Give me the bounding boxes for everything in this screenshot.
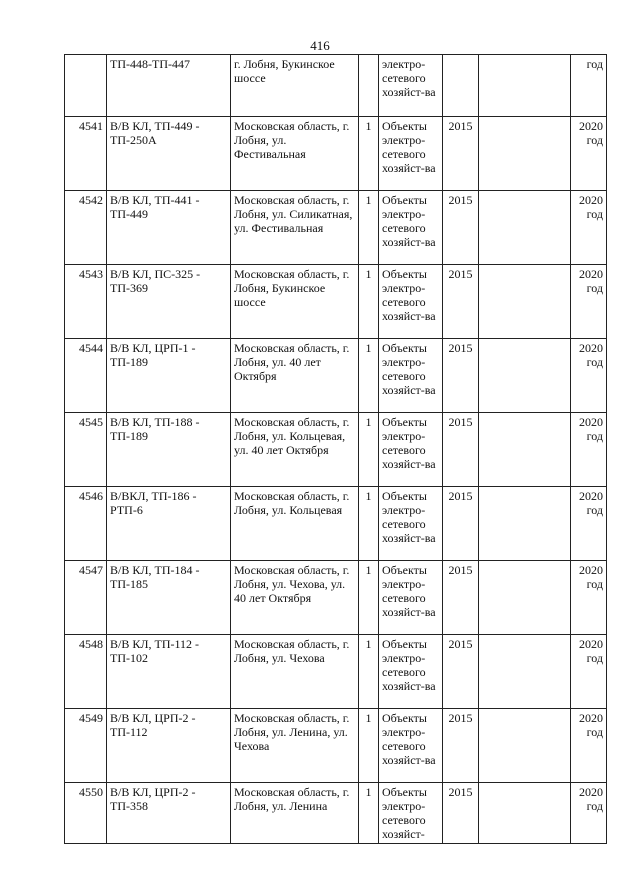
commission-year: 2015 bbox=[443, 709, 479, 783]
object-address: Московская область, г. Лобня, ул. Чехова, ул. 40 лет Октября bbox=[231, 561, 359, 635]
empty-cell bbox=[479, 487, 571, 561]
object-name: В/ВКЛ, ТП-186 - РТП-6 bbox=[107, 487, 231, 561]
object-address: Московская область, г. Лобня, ул. Ленина bbox=[231, 783, 359, 844]
empty-cell bbox=[479, 635, 571, 709]
object-address: Московская область, г. Лобня, Букинское шоссе bbox=[231, 265, 359, 339]
object-name: В/В КЛ, ТП-441 - ТП-449 bbox=[107, 191, 231, 265]
object-name: В/В КЛ, ТП-112 - ТП-102 bbox=[107, 635, 231, 709]
object-address: Московская область, г. Лобня, ул. Силикатная, ул. Фестивальная bbox=[231, 191, 359, 265]
empty-cell bbox=[479, 709, 571, 783]
object-name: В/В КЛ, ЦРП-2 - ТП-112 bbox=[107, 709, 231, 783]
empty-cell bbox=[479, 117, 571, 191]
object-count: 1 bbox=[359, 339, 379, 413]
object-name: В/В КЛ, ПС-325 - ТП-369 bbox=[107, 265, 231, 339]
term-year: 2020 год bbox=[571, 339, 607, 413]
empty-cell bbox=[479, 339, 571, 413]
term-year: 2020 год bbox=[571, 487, 607, 561]
object-address: Московская область, г. Лобня, ул. 40 лет Октября bbox=[231, 339, 359, 413]
row-number: 4545 bbox=[65, 413, 107, 487]
empty-cell bbox=[479, 191, 571, 265]
row-number: 4547 bbox=[65, 561, 107, 635]
row-number: 4542 bbox=[65, 191, 107, 265]
term-year: 2020 год bbox=[571, 561, 607, 635]
object-type: электро-сетевого хозяйст-ва bbox=[379, 55, 443, 117]
table-row bbox=[65, 55, 607, 117]
row-number: 4550 bbox=[65, 783, 107, 844]
commission-year: 2015 bbox=[443, 487, 479, 561]
commission-year: 2015 bbox=[443, 783, 479, 844]
object-type: Объекты электро-сетевого хозяйст-ва bbox=[379, 265, 443, 339]
table-row bbox=[65, 487, 607, 561]
object-type: Объекты электро-сетевого хозяйст-ва bbox=[379, 561, 443, 635]
empty-cell bbox=[479, 265, 571, 339]
object-name: В/В КЛ, ЦРП-1 - ТП-189 bbox=[107, 339, 231, 413]
commission-year: 2015 bbox=[443, 635, 479, 709]
object-address: Московская область, г. Лобня, ул. Кольцевая bbox=[231, 487, 359, 561]
object-count: 1 bbox=[359, 487, 379, 561]
object-type: Объекты электро-сетевого хозяйст-ва bbox=[379, 709, 443, 783]
commission-year: 2015 bbox=[443, 413, 479, 487]
object-address: г. Лобня, Букинское шоссе bbox=[231, 55, 359, 117]
term-year: 2020 год bbox=[571, 709, 607, 783]
object-count: 1 bbox=[359, 635, 379, 709]
object-type: Объекты электро-сетевого хозяйст-ва bbox=[379, 191, 443, 265]
commission-year: 2015 bbox=[443, 191, 479, 265]
table-row bbox=[65, 561, 607, 635]
object-count: 1 bbox=[359, 117, 379, 191]
object-address: Московская область, г. Лобня, ул. Ленина, ул. Чехова bbox=[231, 709, 359, 783]
table-row bbox=[65, 265, 607, 339]
term-year: 2020 год bbox=[571, 413, 607, 487]
object-type: Объекты электро-сетевого хозяйст-ва bbox=[379, 117, 443, 191]
row-number: 4543 bbox=[65, 265, 107, 339]
commission-year bbox=[443, 55, 479, 117]
object-name: В/В КЛ, ТП-449 - ТП-250А bbox=[107, 117, 231, 191]
row-number: 4544 bbox=[65, 339, 107, 413]
empty-cell bbox=[479, 55, 571, 117]
term-year: 2020 год bbox=[571, 191, 607, 265]
commission-year: 2015 bbox=[443, 339, 479, 413]
commission-year: 2015 bbox=[443, 265, 479, 339]
term-year: 2020 год bbox=[571, 783, 607, 844]
empty-cell bbox=[479, 413, 571, 487]
objects-table bbox=[64, 54, 607, 844]
table-row bbox=[65, 191, 607, 265]
table-row bbox=[65, 709, 607, 783]
object-type: Объекты электро-сетевого хозяйст-ва bbox=[379, 635, 443, 709]
table-row bbox=[65, 117, 607, 191]
object-type: Объекты электро-сетевого хозяйст-ва bbox=[379, 487, 443, 561]
object-count bbox=[359, 55, 379, 117]
empty-cell bbox=[479, 561, 571, 635]
term-year: 2020 год bbox=[571, 635, 607, 709]
object-address: Московская область, г. Лобня, ул. Фестивальная bbox=[231, 117, 359, 191]
object-count: 1 bbox=[359, 709, 379, 783]
object-name: В/В КЛ, ТП-184 - ТП-185 bbox=[107, 561, 231, 635]
table-row bbox=[65, 635, 607, 709]
object-count: 1 bbox=[359, 561, 379, 635]
object-address: Московская область, г. Лобня, ул. Чехова bbox=[231, 635, 359, 709]
object-address: Московская область, г. Лобня, ул. Кольцевая, ул. 40 лет Октября bbox=[231, 413, 359, 487]
term-year: год bbox=[571, 55, 607, 117]
row-number: 4541 bbox=[65, 117, 107, 191]
term-year: 2020 год bbox=[571, 117, 607, 191]
row-number bbox=[65, 55, 107, 117]
table-row bbox=[65, 783, 607, 844]
row-number: 4548 bbox=[65, 635, 107, 709]
object-count: 1 bbox=[359, 265, 379, 339]
row-number: 4549 bbox=[65, 709, 107, 783]
table-row bbox=[65, 339, 607, 413]
empty-cell bbox=[479, 783, 571, 844]
object-type: Объекты электро-сетевого хозяйст-ва bbox=[379, 339, 443, 413]
table-row bbox=[65, 413, 607, 487]
object-count: 1 bbox=[359, 191, 379, 265]
object-count: 1 bbox=[359, 783, 379, 844]
term-year: 2020 год bbox=[571, 265, 607, 339]
object-name: ТП-448-ТП-447 bbox=[107, 55, 231, 117]
object-name: В/В КЛ, ЦРП-2 - ТП-358 bbox=[107, 783, 231, 844]
object-count: 1 bbox=[359, 413, 379, 487]
object-type: Объекты электро-сетевого хозяйст-ва bbox=[379, 413, 443, 487]
page-number: 416 bbox=[310, 38, 330, 53]
row-number: 4546 bbox=[65, 487, 107, 561]
object-type: Объекты электро-сетевого хозяйст- bbox=[379, 783, 443, 844]
object-name: В/В КЛ, ТП-188 - ТП-189 bbox=[107, 413, 231, 487]
commission-year: 2015 bbox=[443, 561, 479, 635]
commission-year: 2015 bbox=[443, 117, 479, 191]
